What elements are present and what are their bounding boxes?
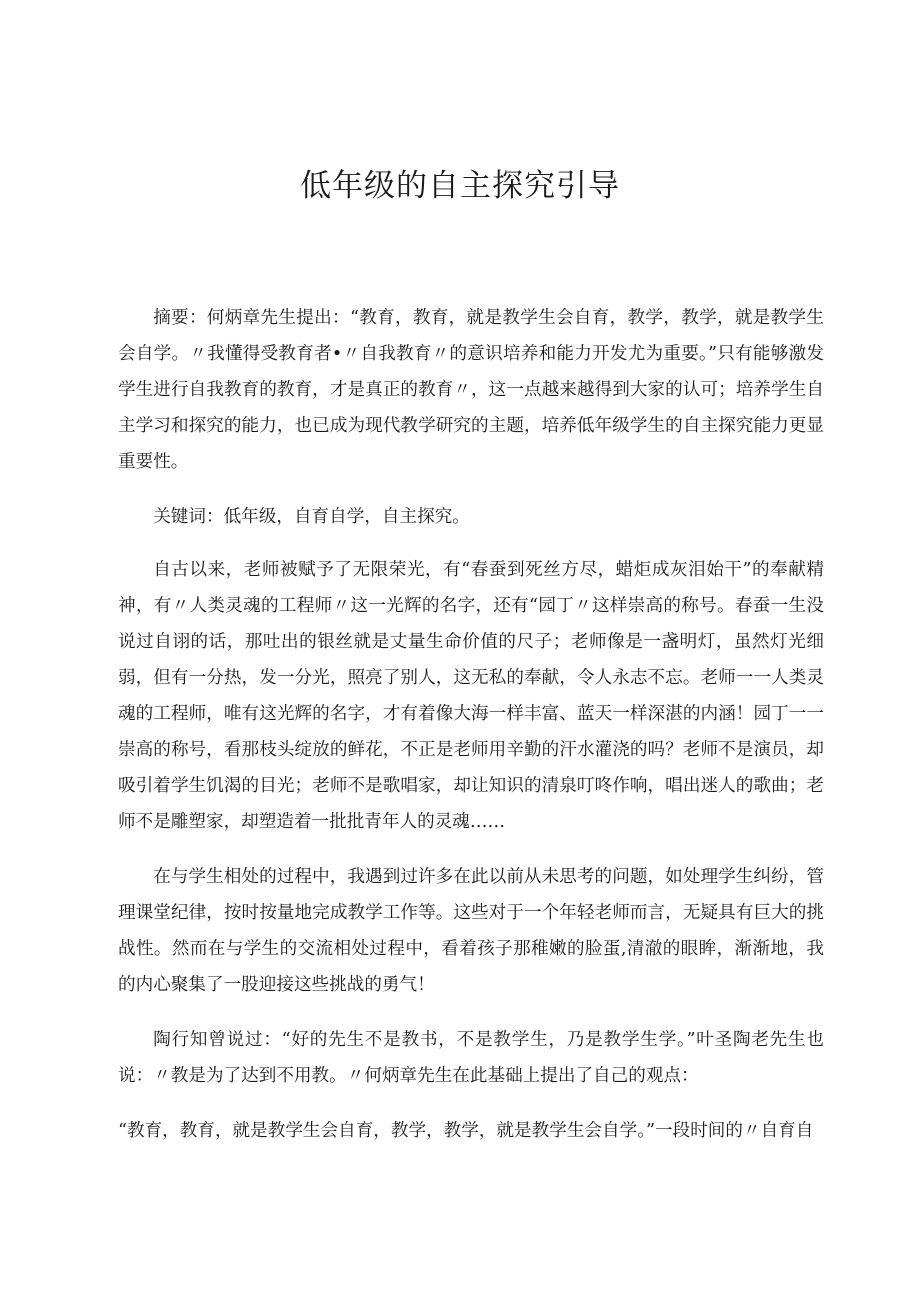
document-body (118, 300, 824, 1168)
keywords-paragraph: 关键词：低年级，自育自学，自主探究。 (153, 507, 470, 527)
abstract-paragraph: 摘要：何炳章先生提出：“教育，教育，就是教学生会自育，教学，教学，就是教学生会自学。〃我懂得受教育者•〃自我教育〃的意识培养和能力开发尤为重要。”只有能够激发学生进行自我教育的教育，才是真正的教育〃，这一点越来越得到大家的认可；培养学生自主学习和探究的能力，也已成为现代教学研究的主题，培养低年级学生的自主探究能力更显重要性。 (118, 308, 824, 472)
body-paragraph: 在与学生相处的过程中，我遇到过许多在此以前从未思考的问题，如处理学生纠纷，管理课堂纪律，按时按量地完成教学工作等。这些对于一个年轻老师而言，无疑具有巨大的挑战性。然而在与学生的交流相处过程中，看着孩子那稚嫩的脸蛋,清澈的眼眸，渐渐地，我的内心聚集了一股迎接这些挑战的勇气！ (118, 867, 824, 995)
body-paragraph: 陶行知曾说过：“好的先生不是教书，不是教学生，乃是教学生学。”叶圣陶老先生也说：〃教是为了达到不用教。〃何炳章先生在此基础上提出了自己的观点： (118, 1030, 824, 1086)
document-title: 低年级的自主探究引导 (300, 168, 620, 204)
body-paragraph: “教育，教育，就是教学生会自育，教学，教学，就是教学生会自学。”一段时间的〃自育自 (118, 1121, 814, 1141)
body-paragraph: 自古以来，老师被赋予了无限荣光，有“春蚕到死丝方尽，蜡炬成灰泪始干”的奉献精神，有〃人类灵魂的工程师〃这一光辉的名字，还有“园丁〃这样崇高的称号。春蚕一生没说过自诩的话，那吐出的银丝就是丈量生命价值的尺子；老师像是一盏明灯，虽然灯光细弱，但有一分热，发一分光，照亮了别人，这无私的奉献，令人永志不忘。老师一一人类灵魂的工程师，唯有这光辉的名字，才有着像大海一样丰富、蓝天一样深湛的内涵！园丁一一崇高的称号，看那枝头绽放的鲜花，不正是老师用辛勤的汗水灌浇的吗？老师不是演员，却吸引着学生饥渴的目光；老师不是歌唱家，却让知识的清泉叮咚作响，唱出迷人的歌曲；老师不是雕塑家，却塑造着一批批青年人的灵魂…… (118, 560, 824, 832)
